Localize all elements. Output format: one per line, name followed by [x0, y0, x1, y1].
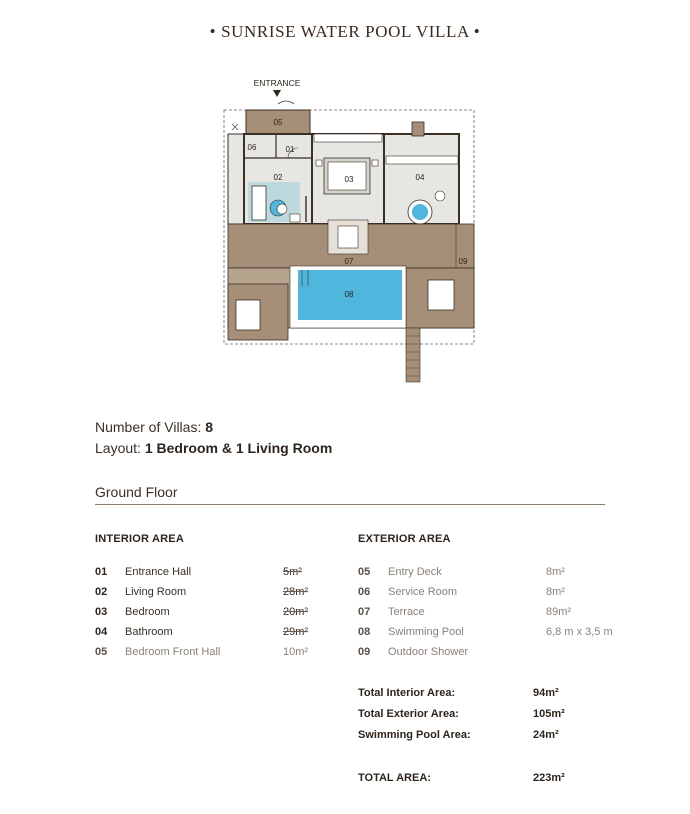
row-number: 02 — [95, 586, 108, 598]
room-number-05: 05 — [273, 118, 283, 127]
villa-summary — [95, 417, 332, 459]
grand-total-row — [358, 768, 608, 789]
total-pool-value: 24m² — [533, 729, 559, 741]
row-value: 8m² — [546, 566, 565, 578]
total-exterior-row — [358, 704, 608, 725]
exterior-table — [358, 562, 618, 662]
row-label: Entrance Hall — [125, 566, 192, 578]
table-row — [95, 582, 325, 602]
row-label: Entry Deck — [388, 566, 442, 578]
room-number-08: 08 — [344, 290, 354, 299]
row-label: Bedroom Front Hall — [125, 646, 221, 658]
total-exterior-value: 105m² — [533, 708, 565, 720]
layout-value: 1 Bedroom & 1 Living Room — [144, 440, 333, 456]
row-label: Swimming Pool — [388, 626, 464, 638]
row-number: 07 — [358, 606, 371, 618]
interior-table — [95, 562, 325, 662]
total-exterior-label: Total Exterior Area: — [358, 708, 459, 720]
row-value: 29m² — [283, 626, 309, 638]
grand-total-label: TOTAL AREA: — [358, 772, 431, 784]
total-interior-value: 94m² — [533, 687, 559, 699]
row-number: 05 — [358, 566, 371, 578]
table-row — [358, 562, 618, 582]
row-label: Outdoor Shower — [388, 646, 469, 658]
row-number: 01 — [95, 566, 108, 578]
table-row — [95, 602, 325, 622]
room-number-03: 03 — [344, 175, 354, 184]
entrance-label: ENTRANCE — [253, 78, 301, 88]
room-number-09: 09 — [458, 257, 468, 266]
table-row — [358, 602, 618, 622]
table-row — [95, 562, 325, 582]
row-label: Bathroom — [125, 626, 173, 638]
interior-heading: INTERIOR AREA — [95, 533, 184, 545]
row-value: 8m² — [546, 586, 565, 598]
row-number: 09 — [358, 646, 371, 658]
table-row — [95, 622, 325, 642]
row-value: 89m² — [546, 606, 572, 618]
row-value: 28m² — [283, 586, 309, 598]
room-number-01: 01 — [285, 145, 295, 154]
page-title: • SUNRISE WATER POOL VILLA • — [209, 22, 481, 41]
table-row — [358, 622, 618, 642]
living-sofa — [252, 186, 266, 220]
table-row — [95, 642, 325, 662]
row-value: 10m² — [283, 646, 309, 658]
layout-label: Layout: — [95, 440, 141, 456]
room-number-07: 07 — [344, 257, 354, 266]
row-value: 6,8 m x 3,5 m — [546, 626, 613, 638]
row-number: 05 — [95, 646, 108, 658]
floor-plan — [218, 74, 480, 386]
total-pool-label: Swimming Pool Area: — [358, 729, 471, 741]
row-number: 06 — [358, 586, 371, 598]
totals-block — [358, 683, 608, 789]
total-interior-row — [358, 683, 608, 704]
grand-total-value: 223m² — [533, 772, 565, 784]
row-number: 08 — [358, 626, 371, 638]
table-row — [358, 642, 618, 662]
room-number-06: 06 — [247, 143, 257, 152]
row-label: Living Room — [125, 586, 187, 598]
row-label: Service Room — [388, 586, 458, 598]
row-number: 03 — [95, 606, 108, 618]
layout-row — [95, 438, 332, 459]
total-interior-label: Total Interior Area: — [358, 687, 456, 699]
villas-count-value: 8 — [205, 419, 214, 435]
floor-divider — [95, 504, 605, 505]
row-value: 20m² — [283, 606, 309, 618]
entrance-arrow-icon — [273, 90, 281, 97]
row-label: Terrace — [388, 606, 425, 618]
floor-title: Ground Floor — [95, 484, 178, 500]
row-number: 04 — [95, 626, 108, 638]
exterior-heading: EXTERIOR AREA — [358, 533, 451, 545]
room-number-02: 02 — [273, 173, 283, 182]
total-pool-row — [358, 725, 608, 746]
room-number-04: 04 — [415, 173, 425, 182]
table-row — [358, 582, 618, 602]
villas-count-label: Number of Villas: — [95, 419, 202, 435]
row-value: 5m² — [283, 566, 302, 578]
villas-count-row — [95, 417, 332, 438]
row-label: Bedroom — [125, 606, 170, 618]
